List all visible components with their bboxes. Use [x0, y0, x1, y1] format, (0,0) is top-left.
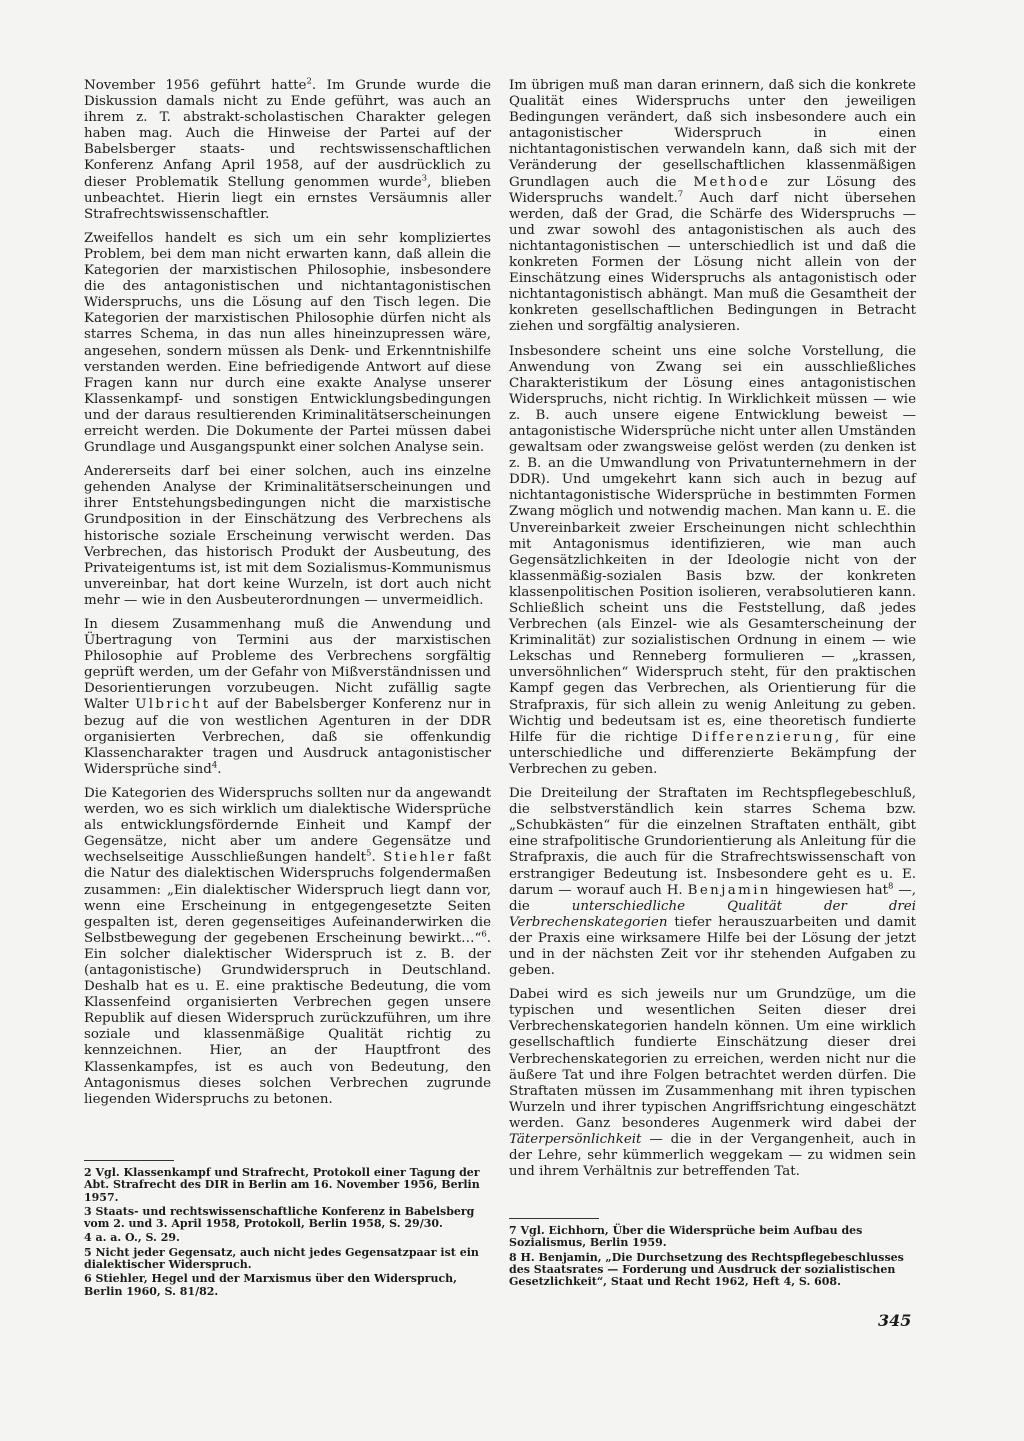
paragraph: Im übrigen muß man daran erinnern, daß sich die konkrete Qualität eines Widerspruchs unter den jeweiligen Bedingungen verändert, daß sich insbesondere auch ein antagonistischer Widerspruch in einen nichtantagonistischen verwandeln kann, daß sich mit der Veränderung der gesellschaftlichen klassenmäßigen Grundlagen auch die Methode zur Lösung des Widerspruchs wandelt.$^7$ Auch darf nicht übersehen werden, daß der Grad, die Schärfe des Widerspruchs — und zwar sowohl des antagonistischen als auch des nichtantagonistischen — unterschiedlich ist und daß die konkreten Formen der Lösung nicht allein von der Einschätzung eines Widerspruchs als antagonistisch oder nichtantagonistisch abhängt. Man muß die Gesamtheit der konkreten gesellschaftlichen Bedingungen in Betracht ziehen und sorgfältig analysieren.	[509, 78, 916, 335]
spaced-word: Methode	[693, 174, 771, 190]
left-text-column	[84, 78, 491, 1116]
spaced-word: Differenzierung	[691, 729, 836, 745]
footnote: 3 Staats- und rechtswissenschaftliche Konferenz in Babelsberg vom 2. und 3. April 1958, Protokoll, Berlin 1958, S. 29/30.	[84, 1204, 475, 1231]
footnote-ref: 6	[481, 929, 487, 940]
footnotes-right	[509, 1218, 916, 1290]
footnote-ref: 8	[887, 881, 894, 892]
footnotes-left	[84, 1160, 491, 1300]
paragraph: Zweifellos handelt es sich um ein sehr kompliziertes Problem, bei dem man nicht erwarten kann, daß allein die Kategorien der marxistischen Philosophie, insbesondere die des antagonistischen und nichtantagonistischen Widerspruchs, uns die Lösung auf den Tisch legen. Die Kategorien der marxistischen Philosophie dürfen nicht als starres Schema, in das nun alles hineinzupressen wäre, angesehen, sondern müssen als Denk- und Erkenntnishilfe verstanden werden. Eine befriedigende Antwort auf diese Fragen kann nur durch eine exakte Analyse unserer Klassenkampf- und sonstigen Entwicklungsbedingungen und der daraus resultierenden Kriminalitätserscheinungen erreicht werden. Die Dokumente der Partei müssen dabei Grundlage und Ausgangspunkt einer solchen Analyse sein.	[84, 230, 491, 456]
footnote: 8 H. Benjamin, „Die Durchsetzung des Rechtspflegebeschlusses des Staatsrates — Forderung und Ausdruck der sozialistischen Gesetzlichkeit“, Staat und Recht 1962, Heft 4, S. 608.	[509, 1250, 904, 1289]
paragraph: Dabei wird es sich jeweils nur um Grundzüge, um die typischen und wesentlichen Seiten dieser drei Verbrechenskategorien handeln können. Um eine wirklich gesellschaftlich fundierte Einschätzung dieser drei Verbrechenskategorien zu erreichen, werden nicht nur die äußere Tat und ihre Folgen betrachtet werden dürfen. Die Straftaten müssen im Zusammenhang mit ihren typischen Wurzeln und ihrer typischen Angriffsrichtung eingeschätzt werden. Ganz besonderes Augenmerk wird dabei der Täterpersönlichkeit — die in der Vergangenheit, auch in der Lehre, sehr kümmerlich weggekam — zu widmen sein und ihrem Verhältnis zur betreffenden Tat.	[509, 987, 916, 1180]
footnote: 7 Vgl. Eichhorn, Über die Widersprüche beim Aufbau des Sozialismus, Berlin 1959.	[509, 1224, 863, 1250]
page-number: 345	[878, 1311, 912, 1330]
italic-phrase: Täterpersönlichkeit	[509, 1132, 642, 1147]
paragraph: Die Dreiteilung der Straftaten im Rechtspflegebeschluß, die selbstverständlich kein starres Schema bzw. „Schubkästen“ für die einzelnen Straftaten enthält, gibt eine strafpolitische Grundorientierung als Anleitung für die Strafpraxis, die auch für die Strafrechtswissenschaft von erstrangiger Bedeutung ist. Insbesondere geht es u. E. darum — worauf auch H. Benjamin hingewiesen hat$^8$ —, die unterschiedliche Qualität der drei Verbrechenskategorien tiefer herauszuarbeiten und damit der Praxis eine wirksamere Hilfe bei der Lösung der jetzt und in der nächsten Zeit vor ihr stehenden Aufgaben zu geben.	[509, 786, 917, 979]
footnote: 2 Vgl. Klassenkampf und Strafrecht, Protokoll einer Tagung der Abt. Strafrecht des DIR in Berlin am 16. November 1956, Berlin 1957.	[84, 1166, 480, 1204]
italic-phrase: unterschiedliche Qualität der drei Verbrechenskategorien	[509, 898, 916, 930]
paragraph: Insbesondere scheint uns eine solche Vorstellung, die Anwendung von Zwang sei ein ausschließliches Charakteristikum der Lösung eines antagonistischen Widerspruchs, nicht richtig. In Wirklichkeit müssen — wie z. B. auch unsere eigene Entwicklung beweist — antagonistische Widersprüche nicht unter allen Umständen gewaltsam oder zwangsweise gelöst werden (zu denken ist z. B. an die Umwandlung von Privatunternehmern in der DDR). Und umgekehrt kann sich auch in bezug auf nichtantagonistische Widersprüche in bestimmten Formen Zwang möglich und notwendig machen. Man kann u. E. die Unvereinbarkeit zweier Erscheinungen nicht schlechthin mit Antagonismus identifizieren, wie man auch Gegensätzlichkeiten in der Ideologie nicht von der klassenmäßig-sozialen Basis bzw. der konkreten klassenpolitischen Position isolieren, verabsolutieren kann. Schließlich scheint uns die Feststellung, daß jedes Verbrechen (als Einzel- wie als Gesamterscheinung der Kriminalität) zur sozialistischen Ordnung in einem — wie Lekschas und Renneberg formulieren — „krassen, unversöhnlichen“ Widerspruch steht, für den praktischen Kampf gegen das Verbrechen, als Orientierung für die Strafpraxis, für sich allein zu wenig Anleitung zu geben. Wichtig und bedeutsam ist es, eine theoretisch fundierte Hilfe für die richtige Differenzierung, für eine unterschiedliche und differenzierte Bekämpfung der Verbrechen zu geben.	[509, 343, 916, 777]
paragraph: In diesem Zusammenhang muß die Anwendung und Übertragung von Termini aus der marxistischen Philosophie auf Probleme des Verbrechens sorgfältig geprüft werden, um der Gefahr von Mißverständnissen und Desorientierungen vorzubeugen. Nicht zufällig sagte Walter Ulbricht auf der Babelsberger Konferenz nur in bezug auf die von westlichen Agenturen in der DDR organisierten Verbrechen, daß sie offenkundig Klassencharakter tragen und Ausdruck antagonistischer Widersprüche sind$^4$.	[84, 617, 492, 777]
footnote-ref: 5	[366, 848, 372, 859]
footnote-ref: 4	[211, 760, 218, 771]
spaced-name: Ulbricht	[135, 697, 211, 713]
spaced-name: Benjamin	[687, 882, 771, 898]
footnote: 5 Nicht jeder Gegensatz, auch nicht jedes Gegensatzpaar ist ein dialektischer Widerspruch.	[84, 1245, 479, 1272]
right-text-column	[509, 78, 916, 1188]
paragraph: November 1956 geführt hatte$^2$. Im Grunde wurde die Diskussion damals nicht zu Ende geführt, was auch an ihrem z. T. abstrakt-scholastischen Charakter gelegen haben mag. Auch die Hinweise der Partei auf der Babelsberger staats- und rechtswissenschaftlichen Konferenz Anfang April 1958, auf der ausdrücklich zu dieser Problematik Stellung genommen wurde$^3$, blieben unbeachtet. Hierin liegt ein ernstes Versäumnis aller Strafrechtswissenschaftler.	[84, 76, 491, 222]
paragraph: Andererseits darf bei einer solchen, auch ins einzelne gehenden Analyse der Kriminalitätserscheinungen und ihrer Entstehungsbedingungen nicht die marxistische Grundposition in der Einschätzung des Verbrechens als historische soziale Erscheinung verwischt werden. Das Verbrechen, das historisch Produkt der Ausbeutung, des Privateigentums ist, ist mit dem Sozialismus-Kommunismus unvereinbar, hat dort keine Wurzeln, ist dort auch nicht mehr — wie in den Ausbeuterordnungen — unvermeidlich.	[84, 464, 491, 608]
paragraph: Die Kategorien des Widerspruchs sollten nur da angewandt werden, wo es sich wirklich um dialektische Widersprüche als entwicklungsfördernde Einheit und Kampf der Gegensätze, nicht aber um andere Gegensätze und wechselseitige Ausschließungen handelt$^5$. Stiehler faßt die Natur des dialektischen Widerspruchs folgendermaßen zusammen: „Ein dialektischer Widerspruch liegt dann vor, wenn eine Erscheinung in entgegengesetzte Seiten gespalten ist, deren gegenseitiges Aufeinanderwirken die Selbstbewegung der gegebenen Erscheinung bewirkt…“$^6$. Ein solcher dialektischer Widerspruch ist z. B. der (antagonistische) Grundwiderspruch in Deutschland. Deshalb hat es u. E. eine praktische Bedeutung, die vom Klassenfeind organisierten Verbrechen gegen unsere Republik auf diesen Widerspruch zurückzuführen, um ihre soziale und klassenmäßige Qualität richtig zu kennzeichnen. Hier, an der Hauptfront des Klassenkampfes, ist es auch von Bedeutung, den Antagonismus dieses solchen Verbrechen zugrunde liegenden Widerspruchs zu betonen.	[84, 785, 491, 1107]
footnote-ref: 2	[306, 76, 312, 87]
footnote: 4 a. a. O., S. 29.	[84, 1231, 180, 1245]
spaced-name: Stiehler	[383, 850, 457, 866]
footnote-ref: 7	[677, 189, 684, 200]
footnote: 6 Stiehler, Hegel und der Marxismus über den Widerspruch, Berlin 1960, S. 81/82.	[84, 1272, 457, 1298]
footnote-ref: 3	[421, 173, 428, 184]
